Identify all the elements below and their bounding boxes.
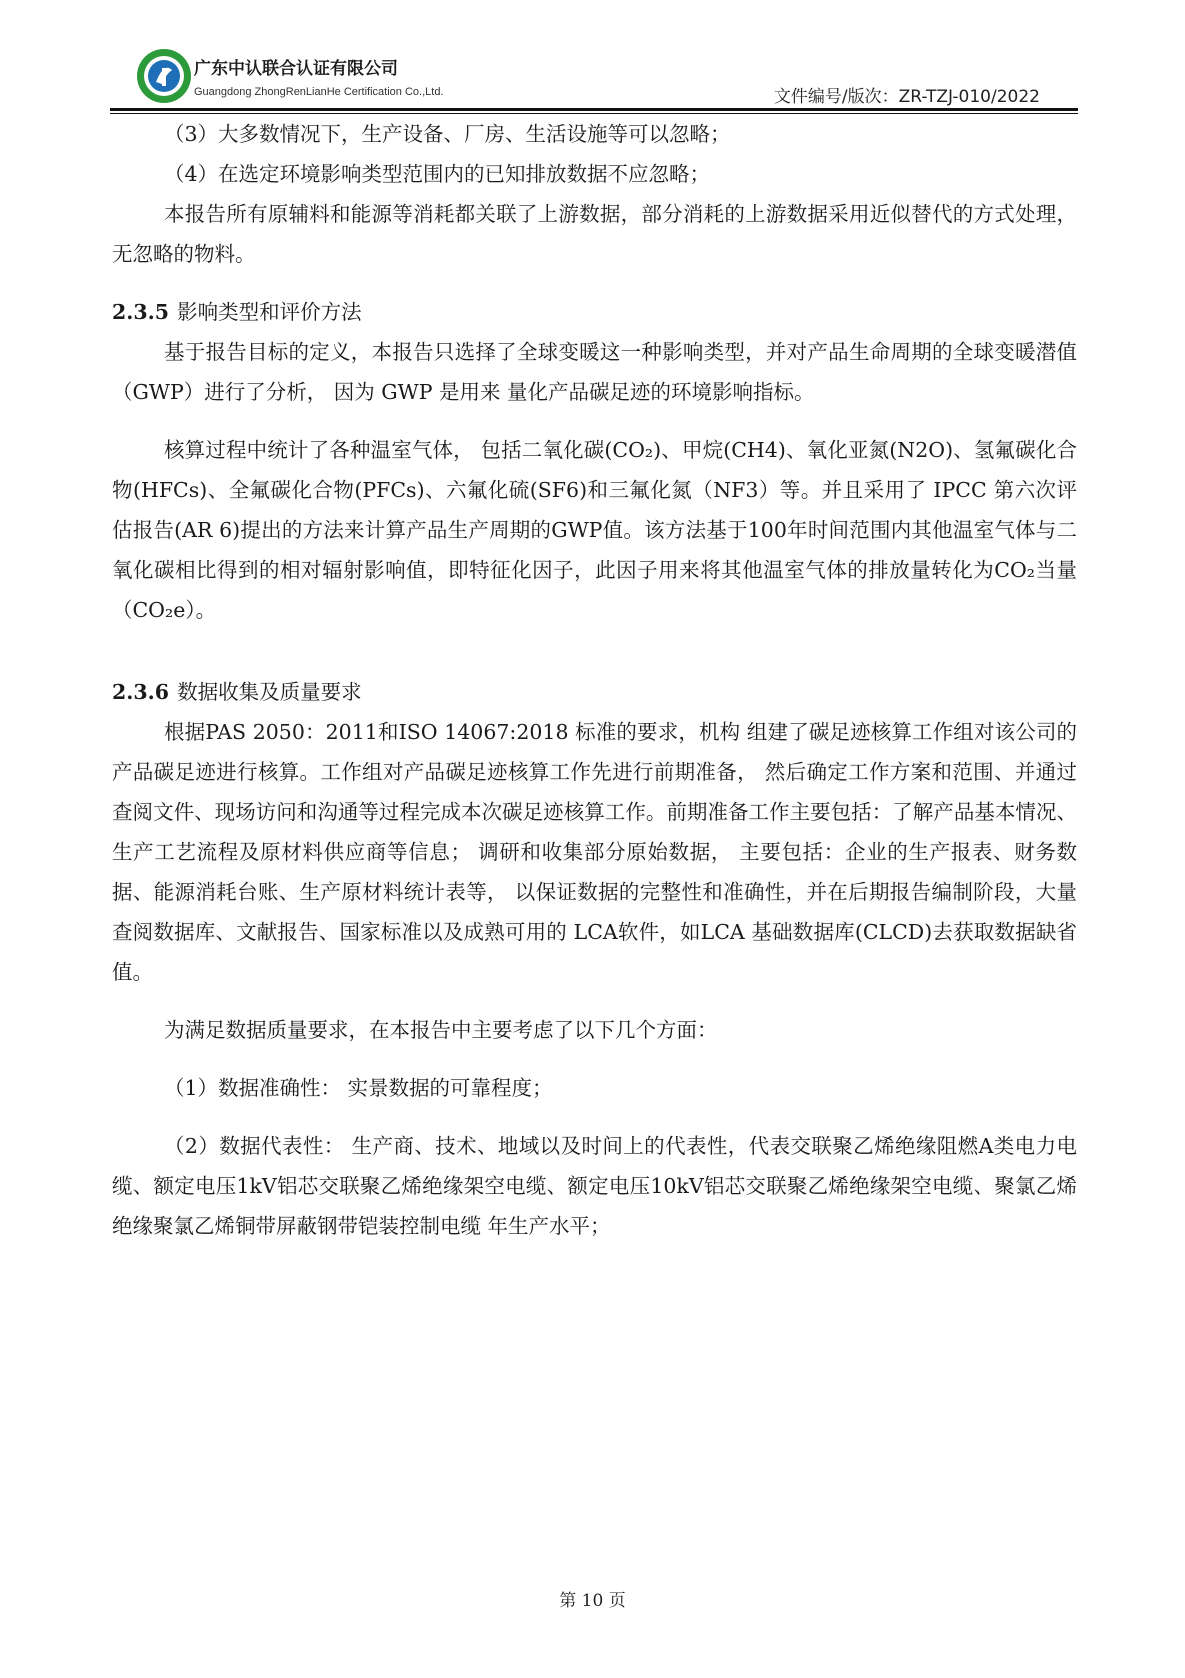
- section-number: 2.3.5: [112, 300, 170, 324]
- company-logo-icon: [136, 48, 192, 104]
- paragraph-known-emissions: （4）在选定环境影响类型范围内的已知排放数据不应忽略；: [164, 162, 711, 186]
- section-number: 2.3.6: [112, 680, 170, 704]
- paragraph-accuracy: （1）数据准确性： 实景数据的可靠程度；: [164, 1076, 553, 1100]
- company-name-cn: 广东中认联合认证有限公司: [194, 59, 398, 79]
- page-header: [110, 40, 1078, 110]
- section-title: 数据收集及质量要求: [177, 680, 362, 704]
- header-divider-thick: [110, 108, 1078, 111]
- page-number: 第 10 页: [559, 1591, 626, 1611]
- paragraph-data-collection: 根据PAS 2050：2011和ISO 14067:2018 标准的要求，机构 组建了碳足迹核算工作组对该公司的产品碳足迹进行核算。工作组对产品碳足迹核算工作先进行前期准备， 然后确定工作方案和范围、并通过查阅文件、现场访问和沟通等过程完成本次碳足迹核算工作。前期准备工作主要包括：了解产品基本情况、生产工艺流程及原材料供应商等信息； 调研和收集部分原始数据， 主要包括：企业的生产报表、财务数据、能源消耗台账、生产原材料统计表等， 以保证数据的完整性和准确性，并在后期报告编制阶段，大量查阅数据库、文献报告、国家标准以及成熟可用的 LCA软件，如LCA 基础数据库(CLCD)去获取数据缺省值。: [112, 720, 1077, 984]
- paragraph-impact-category: 基于报告目标的定义，本报告只选择了全球变暖这一种影响类型，并对产品生命周期的全球变暖潜值（GWP）进行了分析， 因为 GWP 是用来 量化产品碳足迹的环境影响指标。: [112, 340, 1077, 404]
- page-body: [112, 114, 1077, 1246]
- paragraph-greenhouse-gases: 核算过程中统计了各种温室气体， 包括二氧化碳(CO₂)、甲烷(CH4)、氧化亚氮(N2O)、氢氟碳化合物(HFCs)、全氟碳化合物(PFCs)、六氟化硫(SF6)和三氟化氮（NF3）等。并且采用了 IPCC 第六次评估报告(AR 6)提出的方法来计算产品生产周期的GWP值。该方法基于100年时间范围内其他温室气体与二氧化碳相比得到的相对辐射影响值，即特征化因子，此因子用来将其他温室气体的排放量转化为CO₂当量（CO₂e）。: [112, 438, 1077, 622]
- company-name-en: Guangdong ZhongRenLianHe Certification Co.,Ltd.: [194, 86, 444, 98]
- paragraph-quality-intro: 为满足数据质量要求，在本报告中主要考虑了以下几个方面：: [164, 1018, 718, 1042]
- paragraph-representativeness: （2）数据代表性： 生产商、技术、地域以及时间上的代表性，代表交联聚乙烯绝缘阻燃A类电力电缆、额定电压1kV铝芯交联聚乙烯绝缘架空电缆、额定电压10kV铝芯交联聚乙烯绝缘架空电缆、聚氯乙烯绝缘聚氯乙烯铜带屏蔽钢带铠装控制电缆 年生产水平；: [112, 1134, 1077, 1238]
- section-title: 影响类型和评价方法: [177, 300, 362, 324]
- section-heading-2-3-5: [112, 292, 1077, 332]
- paragraph-upstream-data: 本报告所有原辅料和能源等消耗都关联了上游数据，部分消耗的上游数据采用近似替代的方式处理，无忽略的物料。: [112, 202, 1077, 266]
- document-number: 文件编号/版次：ZR-TZJ-010/2022: [773, 87, 1040, 107]
- paragraph-ignore-facilities: （3）大多数情况下，生产设备、厂房、生活设施等可以忽略；: [164, 122, 731, 146]
- section-heading-2-3-6: [112, 672, 1077, 712]
